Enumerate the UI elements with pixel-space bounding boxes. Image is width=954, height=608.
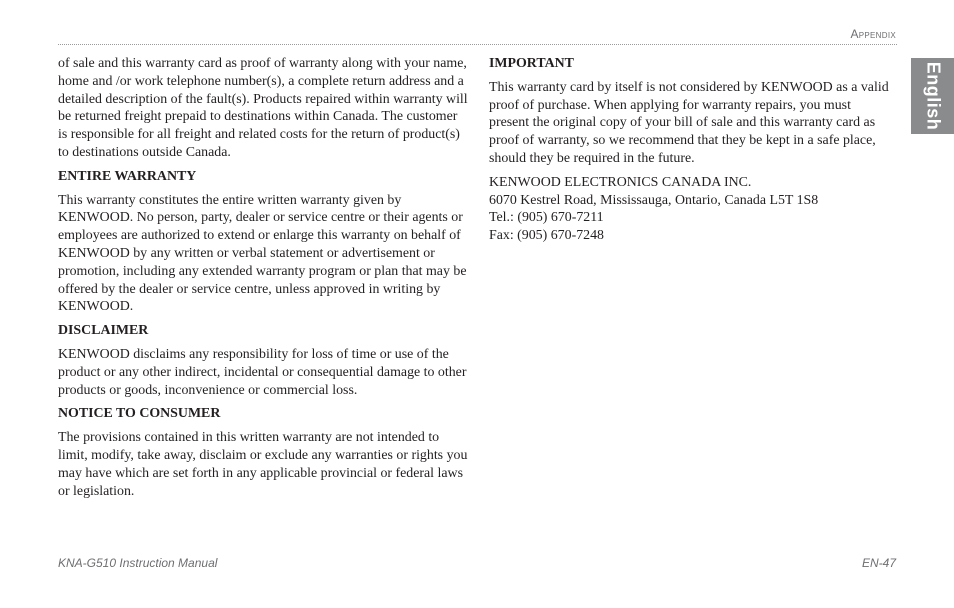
fax-number: Fax: (905) 670-7248 bbox=[489, 228, 604, 244]
header-divider bbox=[58, 44, 897, 45]
left-column bbox=[58, 55, 468, 506]
right-column bbox=[489, 55, 893, 251]
important-heading: IMPORTANT bbox=[489, 56, 574, 71]
entire-warranty-body: This warranty constitutes the entire written warranty given by KENWOOD. No person, party, dealer or service centre or their agents or employees are authorized to extend or enlarge this warranty on behalf of KENWOOD by any written or verbal statement or advertisement or promotion, including any extended warranty program or plan that may be offered by the dealer or service centre, unless approved in writing by KENWOOD. bbox=[58, 192, 467, 315]
language-tab bbox=[911, 58, 954, 134]
intro-paragraph: of sale and this warranty card as proof of warranty along with your name, home and /or work telephone number(s), a complete return address and a detailed description of the fault(s). Products repaired within warranty will be returned freight prepaid to destinations within Canada. The customer is responsible for all freight and related costs for the return of product(s) to destinations outside Canada. bbox=[58, 56, 468, 160]
disclaimer-body: KENWOOD disclaims any responsibility for loss of time or use of the product or any other indirect, incidental or consequential damage to other products or goods, inconvenience or commercial loss. bbox=[58, 346, 467, 398]
company-name: KENWOOD ELECTRONICS CANADA INC. bbox=[489, 174, 752, 190]
section-header: Appendix bbox=[850, 27, 896, 41]
language-tab-label: English bbox=[923, 61, 943, 131]
manual-title: KNA-G510 Instruction Manual bbox=[58, 556, 218, 570]
notice-to-consumer-body: The provisions contained in this written warranty are not intended to limit, modify, take away, disclaim or exclude any warranties or rights you may have which are set forth in any applicable provincial or federal laws or legislation. bbox=[58, 430, 468, 499]
important-body: This warranty card by itself is not considered by KENWOOD as a valid proof of purchase. When applying for warranty repairs, you must present the original copy of your bill of sale and this warranty card as proof of warranty, so we recommend that they be kept in a safe place, should they be required in the future. bbox=[489, 79, 889, 166]
disclaimer-heading: DISCLAIMER bbox=[58, 323, 149, 339]
company-address bbox=[489, 174, 893, 245]
notice-to-consumer-heading: NOTICE TO CONSUMER bbox=[58, 406, 221, 422]
street-address: 6070 Kestrel Road, Mississauga, Ontario, Canada L5T 1S8 bbox=[489, 192, 819, 208]
entire-warranty-heading: ENTIRE WARRANTY bbox=[58, 168, 197, 184]
telephone-number: Tel.: (905) 670-7211 bbox=[489, 210, 604, 226]
page-number: EN-47 bbox=[861, 556, 896, 570]
